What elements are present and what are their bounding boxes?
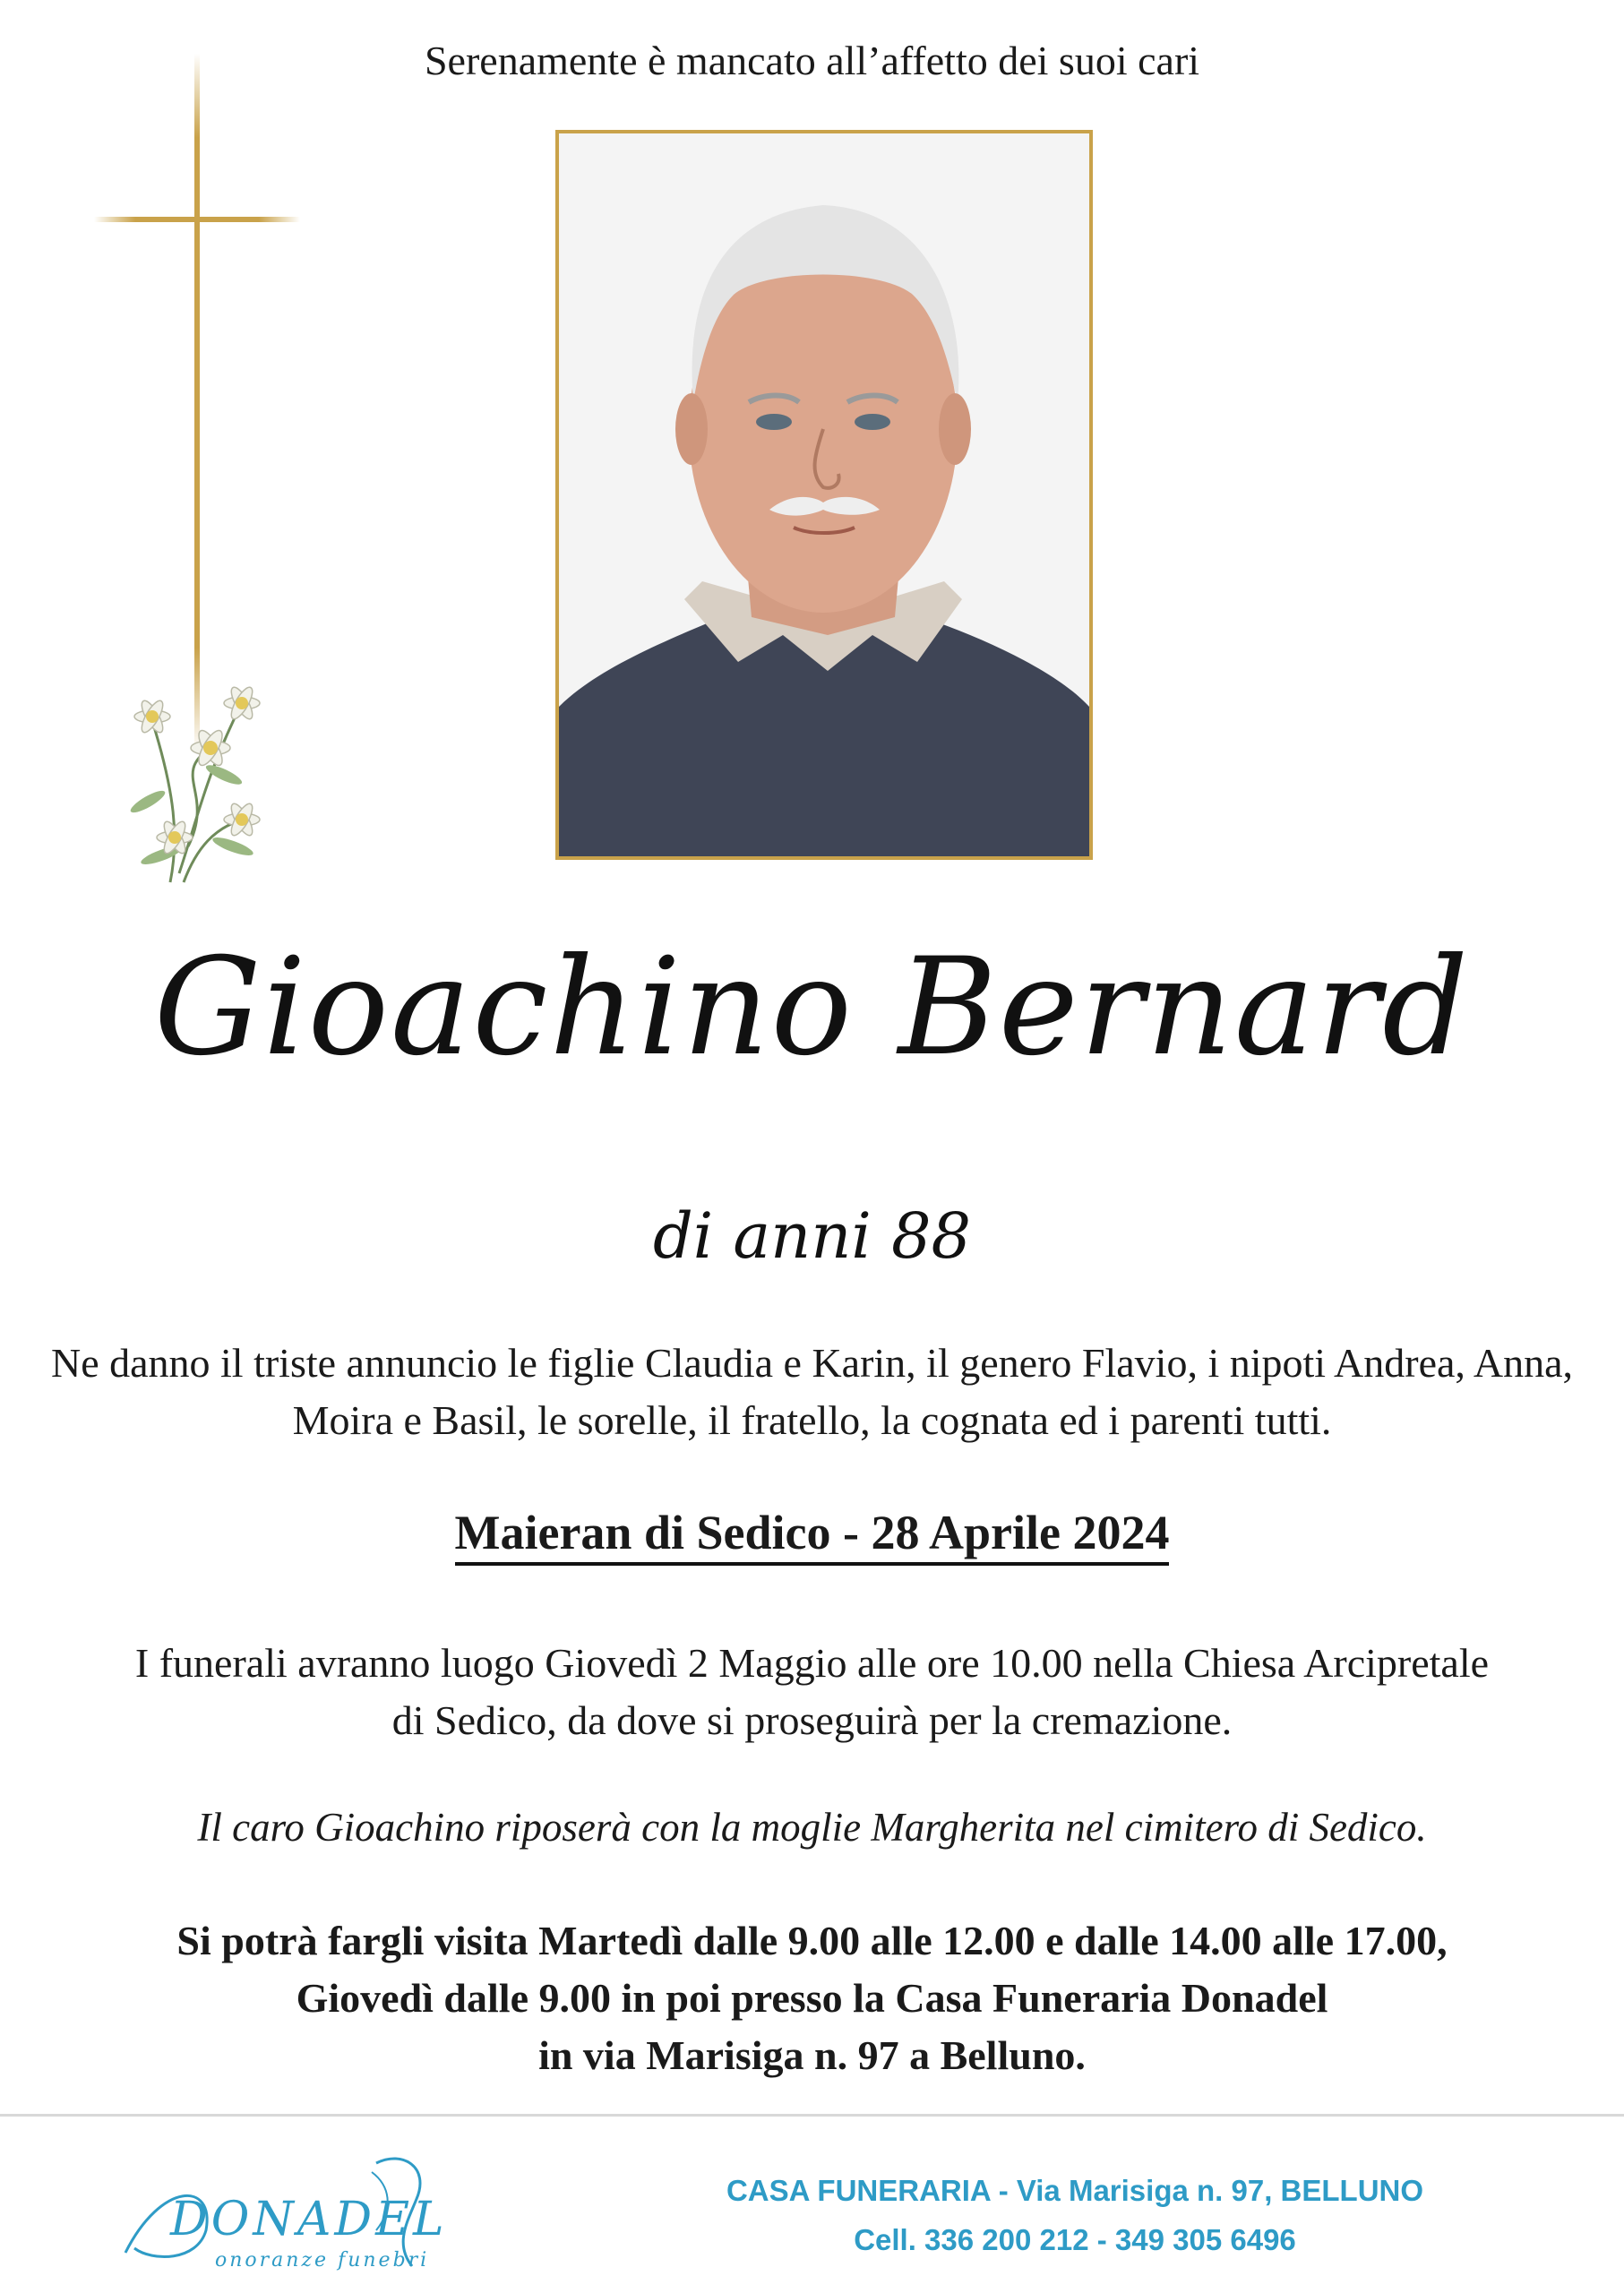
- funeral-info: [36, 1635, 1588, 1749]
- place-date-wrap: [0, 1503, 1624, 1566]
- logo-tagline: onoranze funebri: [215, 2249, 430, 2272]
- announcement-text: Ne danno il triste annuncio le figlie Claudia e Karin, il genero Flavio, i nipoti Andrea, Anna, Moira e Basil, le sorelle, il fratello, la cognata ed i parenti tutti.: [50, 1340, 1574, 1443]
- visits-line-1: Si potrà fargli visita Martedì dalle 9.00 alle 12.00 e dalle 14.00 alle 17.00,: [176, 1918, 1448, 1963]
- resting-place-text: Il caro Gioachino riposerà con la moglie Margherita nel cimitero di Sedico.: [197, 1805, 1427, 1850]
- logo-name: DONADEL: [170, 2193, 448, 2246]
- deceased-name: Gioachino Bernard: [153, 930, 1471, 1086]
- portrait-photo: [555, 130, 1093, 860]
- contact-phones: Cell. 336 200 212 - 349 305 6496: [854, 2223, 1296, 2256]
- donadel-logo: [107, 2145, 484, 2280]
- contact-address: CASA FUNERARIA - Via Marisiga n. 97, BELLUNO: [726, 2174, 1424, 2207]
- funeral-line-1: I funerali avranno luogo Giovedì 2 Maggio alle ore 10.00 nella Chiesa Arcipretale: [134, 1640, 1490, 1686]
- visits-info: [36, 1912, 1588, 2084]
- edelweiss-flowers: [107, 667, 305, 900]
- intro-text: Serenamente è mancato all’affetto dei suoi cari: [424, 38, 1200, 83]
- age-text: di anni 88: [652, 1199, 972, 1273]
- cross-icon: [94, 54, 300, 752]
- footer-divider: [0, 2114, 1624, 2117]
- visits-line-2: Giovedì dalle 9.00 in poi presso la Casa Funeraria Donadel: [296, 1975, 1328, 2021]
- visits-line-3: in via Marisiga n. 97 a Belluno.: [538, 2032, 1086, 2078]
- place-date: Maieran di Sedico - 28 Aprile 2024: [455, 1503, 1170, 1566]
- portrait-illustration: [559, 133, 1089, 856]
- funeral-line-2: di Sedico, da dove si proseguirà per la cremazione.: [391, 1697, 1233, 1743]
